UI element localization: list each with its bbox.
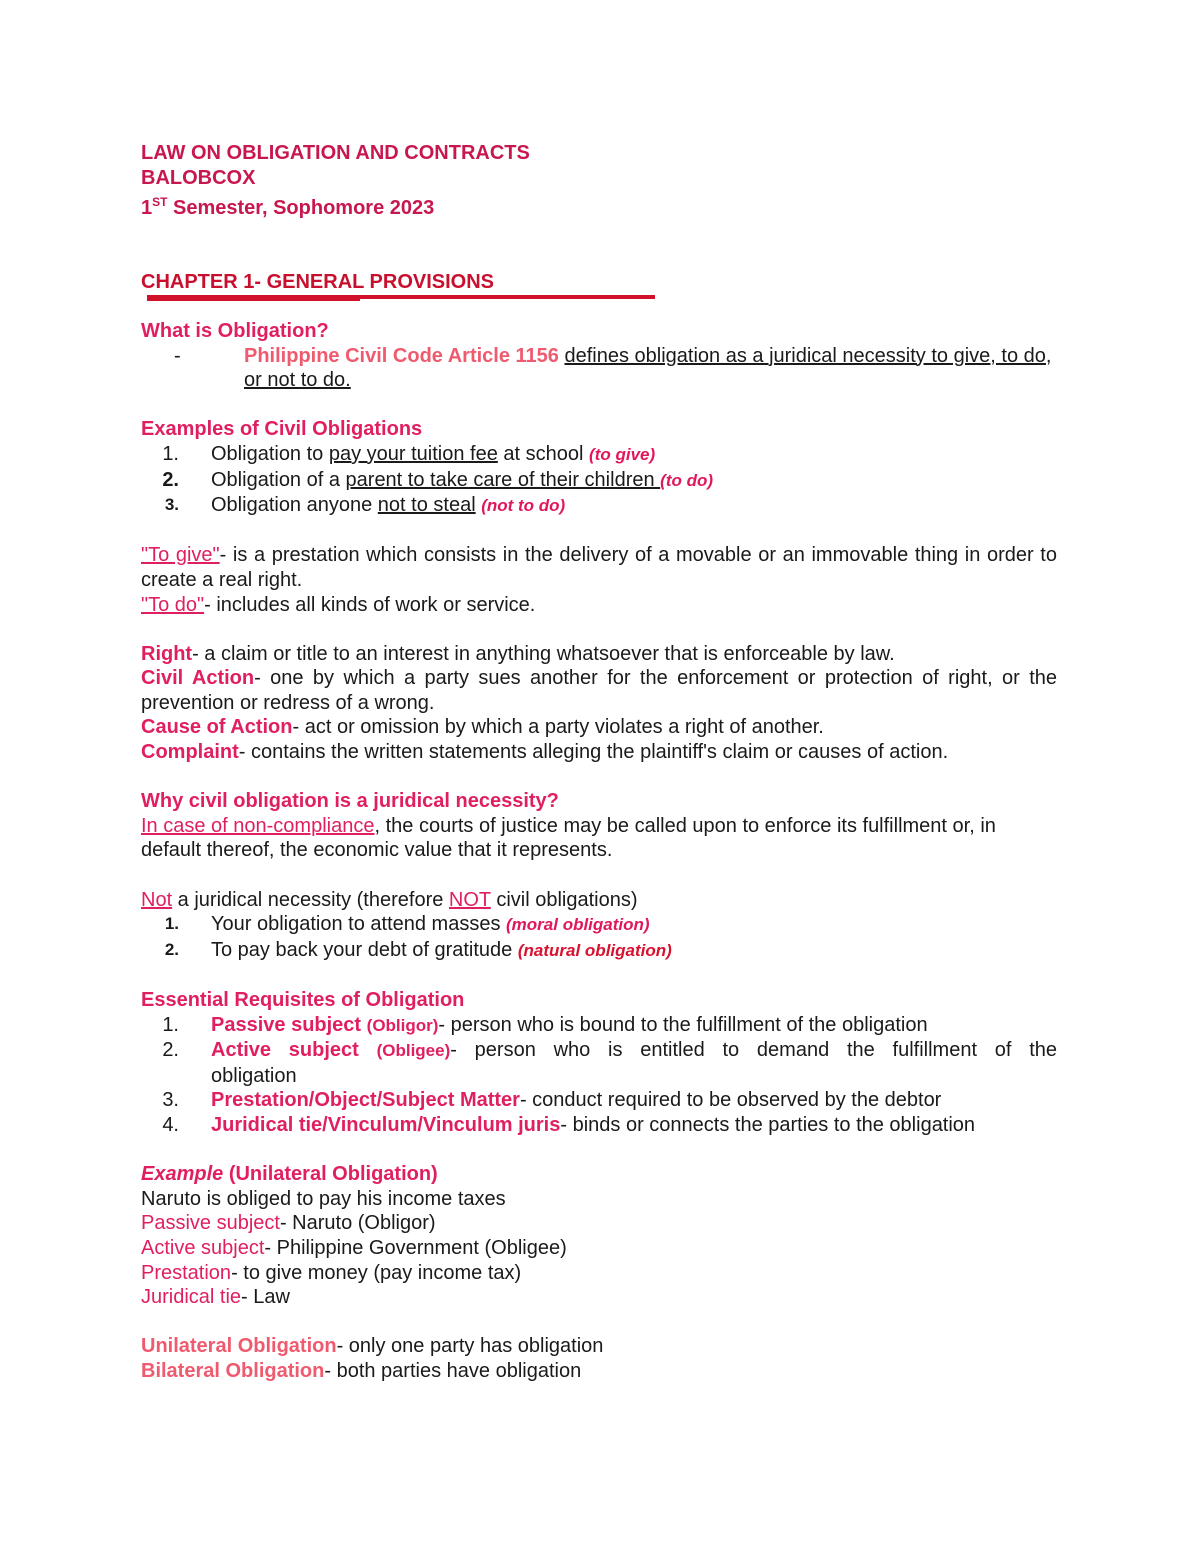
term-complaint: Complaint- contains the written statements alleging the plaintiff's claim or causes of action. — [141, 741, 949, 764]
definition-text: defines obligation as a juridical necessity to give, to do, or not to do. — [244, 344, 1052, 392]
example-row: Active subject- Philippine Government (Obligee) — [141, 1236, 567, 1259]
list-item: 3. Prestation/Object/Subject Matter- conduct required to be observed by the debtor — [162, 1089, 942, 1112]
what-is-heading: What is Obligation? — [141, 319, 329, 342]
requisites-heading: Essential Requisites of Obligation — [141, 989, 465, 1011]
term-right: Right- a claim or title to an interest in anything whatsoever that is enforceable by law. — [141, 642, 895, 665]
chapter-rule-accent — [147, 299, 360, 301]
why-text: In case of non-compliance, the courts of justice may be called upon to enforce its fulfillment or, in default thereof, the economic value that it represents. — [141, 814, 996, 862]
list-item: 2. Obligation of a parent to take care of their children (to do) — [162, 468, 714, 491]
list-item: 2. Active subject (Obligee)- person who is entitled to demand the fulfillment of the obligation — [162, 1039, 1057, 1087]
chapter-heading: CHAPTER 1- GENERAL PROVISIONS — [141, 270, 495, 293]
example-row: Juridical tie- Law — [141, 1286, 290, 1309]
bilateral-definition: Bilateral Obligation- both parties have obligation — [141, 1359, 582, 1382]
example-statement: Naruto is obliged to pay his income taxes — [141, 1187, 506, 1210]
example-row: Prestation- to give money (pay income tax) — [141, 1261, 522, 1284]
doc-title: LAW ON OBLIGATION AND CONTRACTS — [141, 142, 530, 164]
example-heading: Example (Unilateral Obligation) — [141, 1163, 438, 1186]
to-do-definition: "To do"- includes all kinds of work or service. — [141, 593, 536, 616]
list-item: 1. Passive subject (Obligor)- person who is bound to the fulfillment of the obligation — [162, 1013, 928, 1036]
term-cause-of-action: Cause of Action- act or omission by which a party violates a right of another. — [141, 716, 824, 739]
to-give-definition: "To give"- is a prestation which consists in the delivery of a movable or an immovable thing in order to create a real right. — [141, 544, 1057, 591]
unilateral-definition: Unilateral Obligation- only one party has obligation — [141, 1335, 604, 1358]
list-item: 2. To pay back your debt of gratitude (natural obligation) — [164, 938, 672, 961]
definition-bullet: - Philippine Civil Code Article 1156 defines obligation as a juridical necessity to give, to do, or not to do. — [174, 344, 1052, 392]
examples-heading: Examples of Civil Obligations — [141, 418, 423, 441]
example-row: Passive subject- Naruto (Obligor) — [141, 1212, 436, 1235]
article-ref: Philippine Civil Code Article 1156 — [244, 344, 559, 367]
list-item: 4. Juridical tie/Vinculum/Vinculum juris- binds or connects the parties to the obligation — [162, 1113, 976, 1136]
term-civil-action: Civil Action- one by which a party sues another for the enforcement or protection of right, or the prevention or redress of a wrong. — [141, 667, 1057, 714]
list-item: 1. Obligation to pay your tuition fee at school (to give) — [162, 442, 656, 465]
chapter-rule — [141, 294, 1057, 319]
list-item: 3. Obligation anyone not to steal (not to do) — [164, 494, 566, 517]
doc-author: BALOBCOX — [141, 166, 256, 189]
not-juridical-heading: Not a juridical necessity (therefore NOT civil obligations) — [141, 888, 638, 911]
doc-semester: 1ST Semester, Sophomore 2023 — [141, 195, 435, 220]
list-item: 1. Your obligation to attend masses (moral obligation) — [164, 913, 650, 936]
why-heading: Why civil obligation is a juridical necessity? — [141, 790, 559, 813]
document-page — [141, 141, 1057, 1384]
